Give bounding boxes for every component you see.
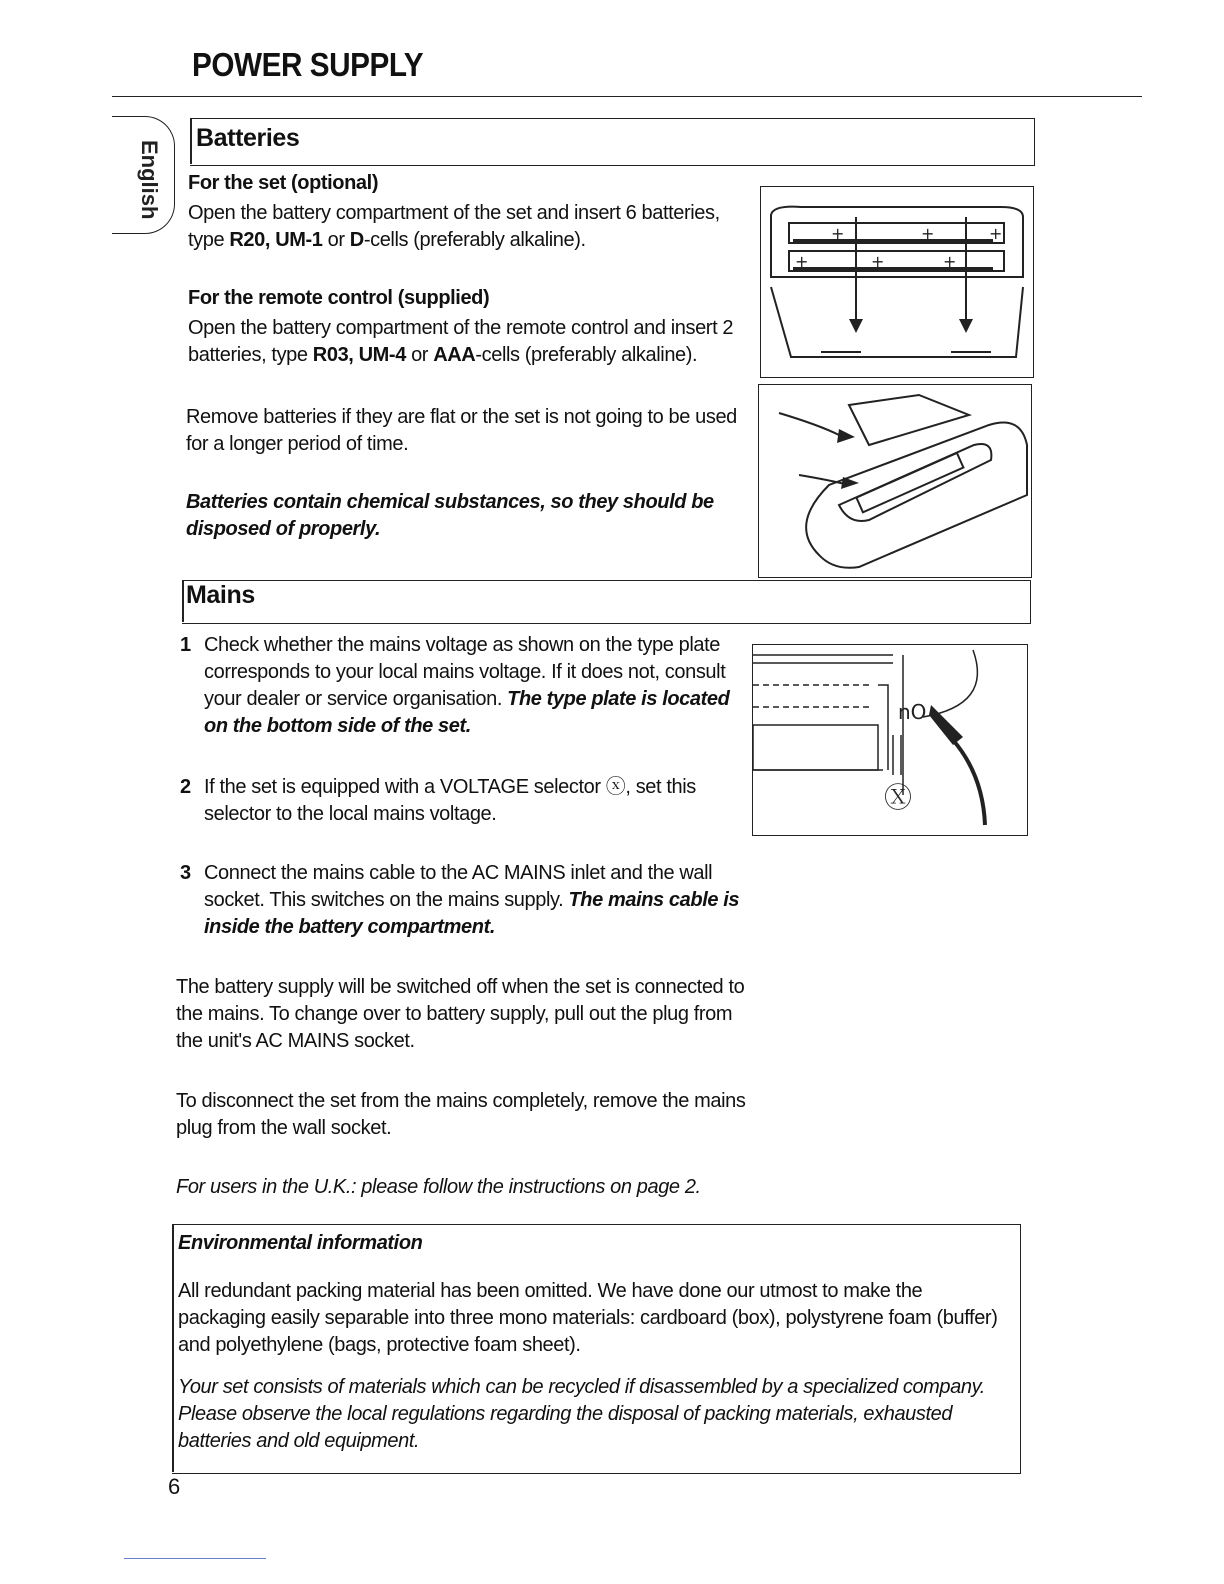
set-text-part: Open the battery compartment of the set and insert 6 batteries, type (188, 202, 720, 251)
remove-batteries-text: Remove batteries if they are flat or the set is not going to be used for a longer period of time. (186, 406, 737, 455)
set-type-r20: R20 (229, 229, 265, 251)
mains-header-box (182, 580, 1031, 624)
set-sep: , (264, 229, 276, 251)
set-battery-illustration (760, 186, 1034, 378)
remote-text-or: or (405, 344, 434, 366)
step-1-text (204, 632, 754, 740)
title-rule (112, 96, 1142, 97)
plus-mark: + (989, 224, 1003, 243)
set-text-or: or (322, 229, 350, 251)
step-2-text (204, 774, 724, 828)
step-2-body: If the set is equipped with a VOLTAGE selector ⓧ, set this selector to the local mains voltage. (204, 776, 696, 825)
environment-text: All redundant packing material has been omitted. We have done our utmost to make the packaging easily separable into three mono materials: cardboard (box), polystyrene foam (buffer) and polyethylene (bags, protective foam sheet). (178, 1280, 998, 1356)
plus-mark: + (943, 252, 957, 271)
language-tab-label: English (137, 140, 162, 220)
plus-mark: + (921, 224, 935, 243)
step-3-emphasis: The mains cable is inside the battery compartment. (204, 889, 740, 938)
step-3-body: Connect the mains cable to the AC MAINS inlet and the wall socket. This switches on the mains supply. (204, 862, 713, 911)
set-type-d: D (349, 229, 364, 251)
remote-type-aaa: AAA (433, 344, 476, 366)
remote-battery-drawing (759, 385, 1031, 577)
remote-text-end: -cells (preferably alkaline). (475, 344, 698, 366)
remote-batteries-text (188, 315, 748, 369)
set-text-end: -cells (preferably alkaline). (363, 229, 586, 251)
batteries-heading: Batteries (196, 124, 300, 152)
environment-heading: Environmental information (178, 1232, 423, 1254)
environment-italic-text: Your set consists of materials which can be recycled if disassembled by a specialized company. Please observe the local regulations regarding the disposal of packing materials, exhausted batteries and old equipment. (178, 1376, 985, 1452)
set-type-um1: UM-1 (275, 229, 323, 251)
type-plate-glyph: nO (898, 700, 927, 724)
step-1-number: 1 (180, 634, 191, 656)
step-3-number: 3 (180, 862, 191, 884)
remote-type-r03: R03 (312, 344, 349, 366)
mains-drawing (753, 645, 1027, 835)
remote-batteries-heading: For the remote control (supplied) (188, 287, 490, 309)
page-title: POWER SUPPLY (192, 46, 424, 83)
scan-edge-line (124, 1558, 266, 1559)
environment-box-left-edge (172, 1224, 174, 1472)
plus-mark: + (831, 224, 845, 243)
batteries-header-left-edge (190, 118, 192, 164)
remote-text-part: Open the battery compartment of the remote control and insert 2 batteries, type (188, 317, 734, 366)
mains-heading: Mains (186, 581, 255, 609)
page-number: 6 (168, 1474, 180, 1499)
battery-switch-text: The battery supply will be switched off when the set is connected to the mains. To change over to battery supply, pull out the plug from the unit's AC MAINS socket. (176, 976, 745, 1052)
step-3-text (204, 860, 759, 941)
uk-note: For users in the U.K.: please follow the instructions on page 2. (176, 1176, 701, 1198)
disconnect-text: To disconnect the set from the mains completely, remove the mains plug from the wall socket. (176, 1090, 746, 1139)
set-batteries-heading: For the set (optional) (188, 172, 379, 194)
remote-sep: , (348, 344, 359, 366)
remote-battery-illustration (758, 384, 1032, 578)
set-batteries-text (188, 200, 748, 254)
step-1-emphasis: The type plate is located on the bottom side of the set. (204, 688, 730, 737)
step-2-number: 2 (180, 776, 191, 798)
set-battery-drawing (761, 187, 1033, 377)
remote-type-um4: UM-4 (358, 344, 406, 366)
voltage-selector-mark: Ⓧ (884, 781, 913, 814)
mains-header-left-edge (182, 580, 184, 622)
plus-mark: + (795, 252, 809, 271)
plus-mark: + (871, 252, 885, 271)
batteries-header-box (190, 118, 1035, 166)
batteries-warning: Batteries contain chemical substances, so they should be disposed of properly. (186, 491, 714, 540)
mains-illustration (752, 644, 1028, 836)
step-1-body: Check whether the mains voltage as shown on the type plate corresponds to your local mains voltage. If it does not, consult your dealer or service organisation. (204, 634, 726, 710)
